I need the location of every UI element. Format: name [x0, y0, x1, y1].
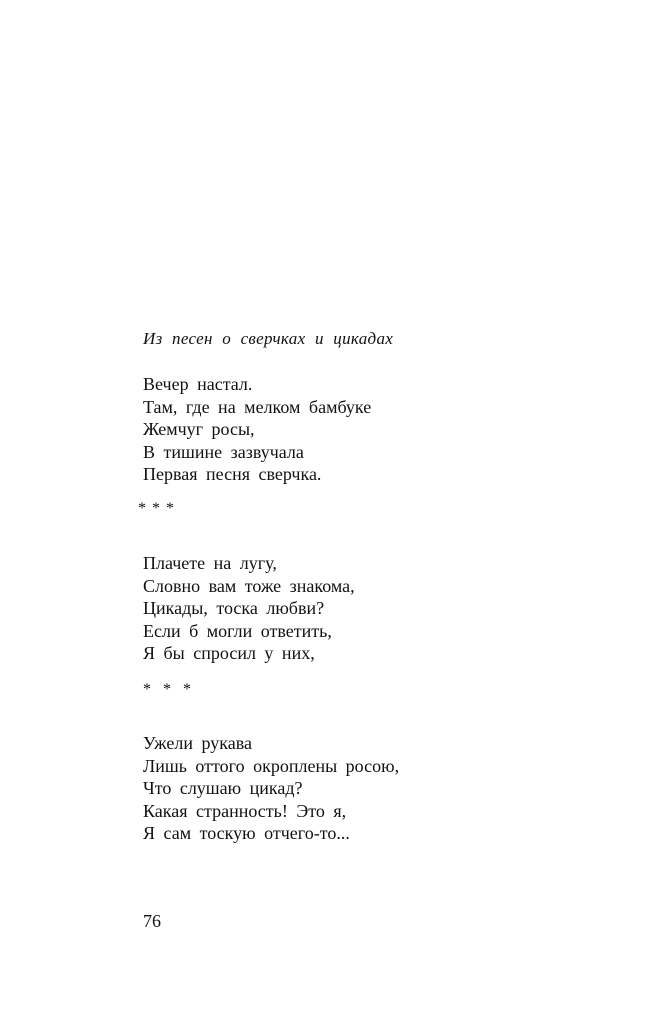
verse-line: Ужели рукава: [143, 733, 252, 753]
verse-line: Если б могли ответить,: [143, 620, 332, 641]
verse-line: Цикады, тоска любви?: [143, 598, 325, 618]
verse-line: Какая странность! Это я,: [143, 800, 347, 821]
page-number: 76: [143, 911, 161, 931]
verse-line: Словно вам тоже знакома,: [143, 575, 355, 596]
stanza-3: [143, 732, 399, 845]
stanza-separator: * * *: [143, 681, 191, 698]
verse-line: Я сам тоскую отчего-то...: [143, 823, 350, 843]
verse-line: Там, где на мелком бамбуке: [143, 396, 372, 417]
verse-line: Вечер настал.: [143, 374, 253, 394]
poem-title: Из песен о сверчках и цикадах: [143, 329, 394, 348]
verse-line: Жемчуг росы,: [143, 419, 255, 439]
stanza-2: [143, 552, 355, 665]
verse-line: В тишине зазвучала: [143, 441, 304, 462]
verse-line: Что слушаю цикад?: [143, 778, 303, 798]
stanza-1: [143, 373, 371, 486]
verse-line: Плачете на лугу,: [143, 553, 277, 573]
stanza-separator: * * *: [138, 500, 174, 517]
verse-line: Лишь оттого окроплены росою,: [143, 755, 400, 776]
verse-line: Я бы спросил у них,: [143, 643, 315, 663]
verse-line: Первая песня сверчка.: [143, 464, 322, 484]
